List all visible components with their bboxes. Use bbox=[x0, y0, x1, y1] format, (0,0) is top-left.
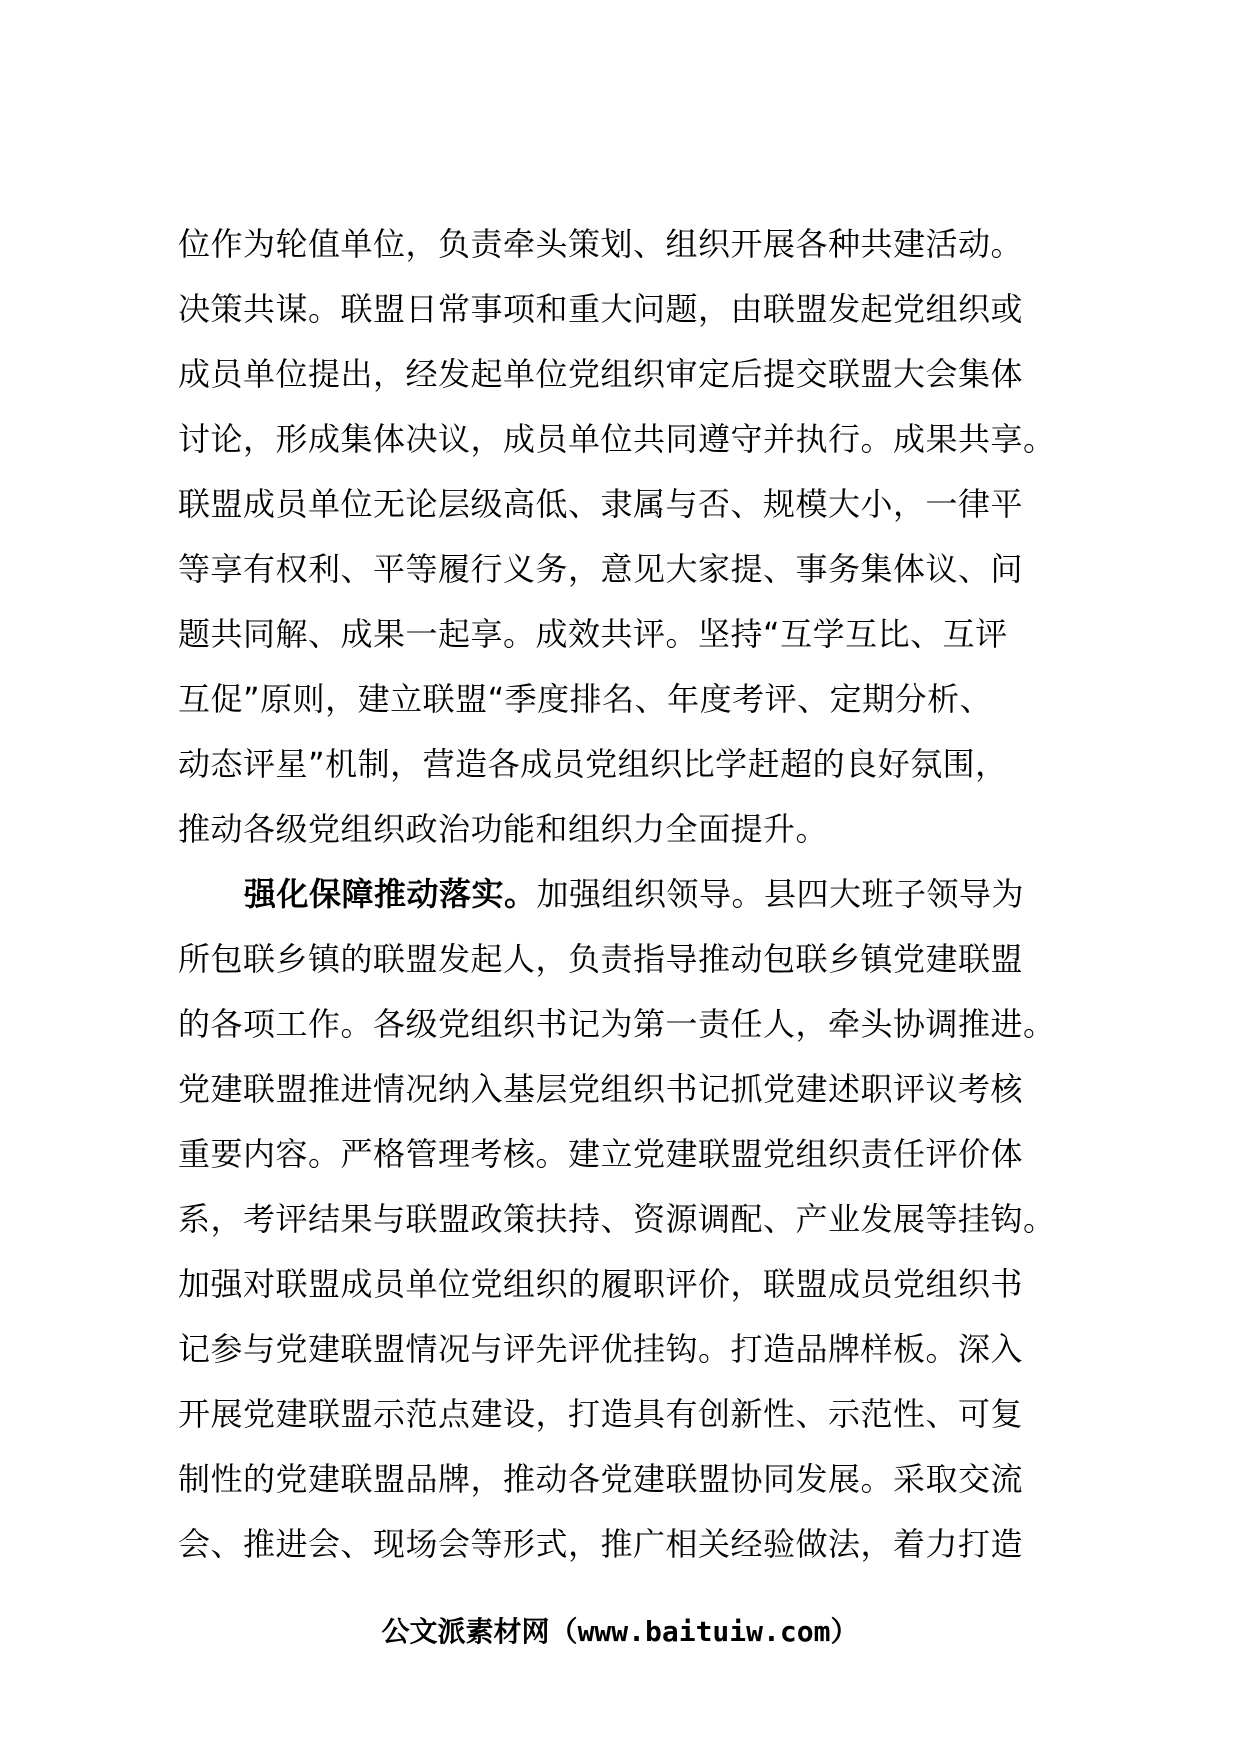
text-line: 题共同解、成果一起享。成效共评。坚持“互学互比、互评 bbox=[178, 615, 1008, 653]
text-line: 会、推进会、现场会等形式，推广相关经验做法，着力打造 bbox=[178, 1525, 1024, 1563]
text-line: 党建联盟推进情况纳入基层党组织书记抓党建述职评议考核 bbox=[178, 1070, 1024, 1108]
paragraph-heading: 强化保障推动落实。 bbox=[244, 875, 537, 913]
text-line: 互促”原则，建立联盟“季度排名、年度考评、定期分析、 bbox=[178, 680, 993, 718]
paragraph-2 bbox=[178, 862, 1078, 1577]
paragraph-first-line bbox=[178, 862, 1078, 927]
text-line: 动态评星”机制，营造各成员党组织比学赶超的良好氛围， bbox=[178, 745, 1008, 783]
footer-site-name: 公文派素材网（ bbox=[381, 1615, 578, 1648]
text-line: 重要内容。严格管理考核。建立党建联盟党组织责任评价体 bbox=[178, 1135, 1024, 1173]
text-line: 成员单位提出，经发起单位党组织审定后提交联盟大会集体 bbox=[178, 355, 1024, 393]
paragraph-first-line-text: 加强组织领导。县四大班子领导为 bbox=[536, 875, 1025, 913]
text-line: 的各项工作。各级党组织书记为第一责任人，牵头协调推进。 bbox=[178, 1005, 1056, 1043]
text-line: 讨论，形成集体决议，成员单位共同遵守并执行。成果共享。 bbox=[178, 420, 1056, 458]
text-line: 等享有权利、平等履行义务，意见大家提、事务集体议、问 bbox=[178, 550, 1024, 588]
body-text bbox=[178, 212, 1078, 1577]
text-line: 加强对联盟成员单位党组织的履职评价，联盟成员党组织书 bbox=[178, 1265, 1024, 1303]
text-line: 所包联乡镇的联盟发起人，负责指导推动包联乡镇党建联盟 bbox=[178, 940, 1024, 978]
footer-url: www.baituiw.com bbox=[577, 1615, 831, 1648]
footer-watermark bbox=[0, 1612, 1240, 1652]
text-line: 推动各级党组织政治功能和组织力全面提升。 bbox=[178, 810, 829, 848]
text-line: 制性的党建联盟品牌，推动各党建联盟协同发展。采取交流 bbox=[178, 1460, 1024, 1498]
paragraph-1 bbox=[178, 212, 1078, 862]
text-line: 决策共谋。联盟日常事项和重大问题，由联盟发起党组织或 bbox=[178, 290, 1024, 328]
text-line: 位作为轮值单位，负责牵头策划、组织开展各种共建活动。 bbox=[178, 225, 1024, 263]
text-line: 联盟成员单位无论层级高低、隶属与否、规模大小，一律平 bbox=[178, 485, 1024, 523]
text-line: 系，考评结果与联盟政策扶持、资源调配、产业发展等挂钩。 bbox=[178, 1200, 1056, 1238]
footer-close-paren: ） bbox=[830, 1615, 859, 1648]
text-line: 开展党建联盟示范点建设，打造具有创新性、示范性、可复 bbox=[178, 1395, 1024, 1433]
text-line: 记参与党建联盟情况与评先评优挂钩。打造品牌样板。深入 bbox=[178, 1330, 1024, 1368]
